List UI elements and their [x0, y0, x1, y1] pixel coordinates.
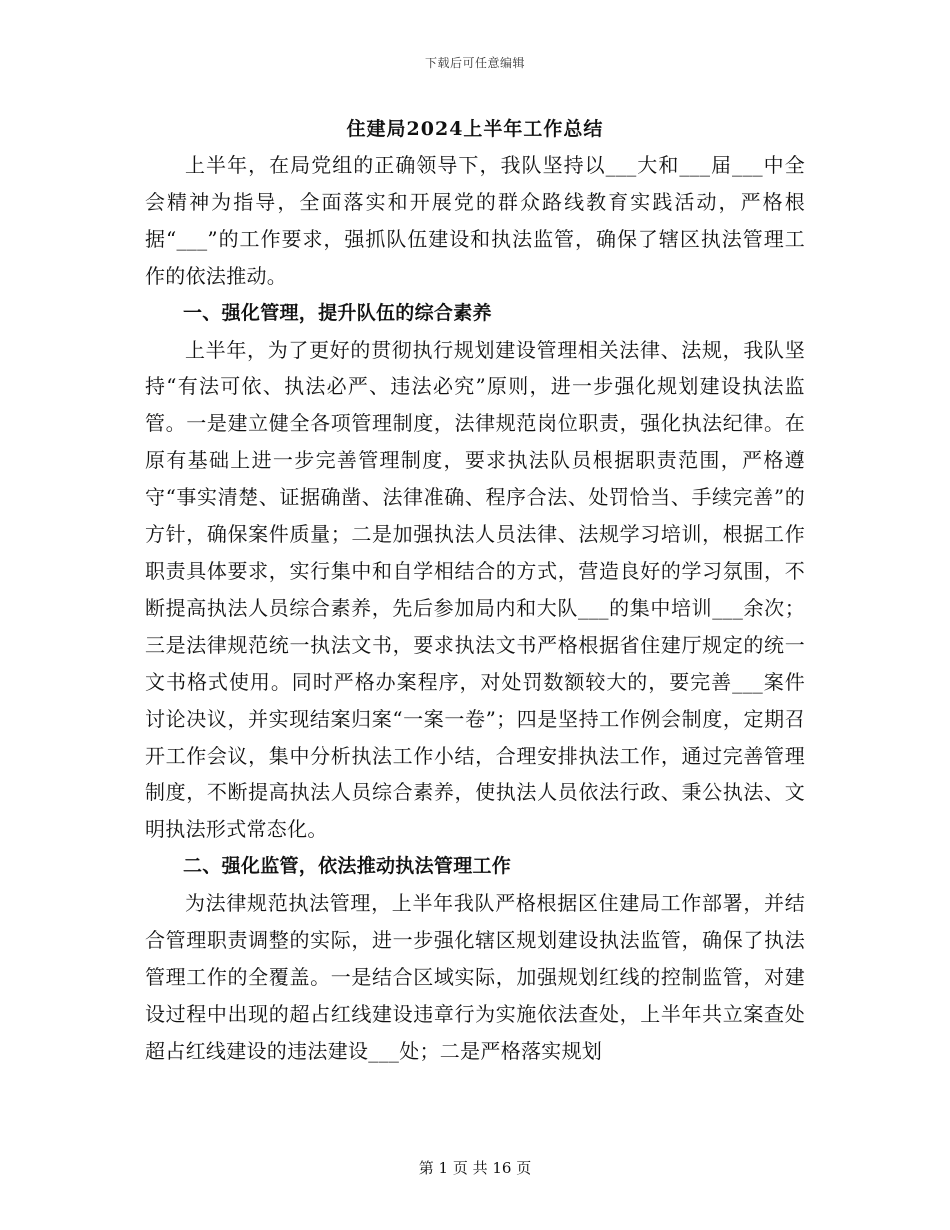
- page-number-footer: 第 1 页 共 16 页: [418, 1159, 532, 1177]
- document-body: [145, 147, 805, 1070]
- header-note: 下载后可任意编辑: [424, 56, 525, 70]
- intro-paragraph: 上半年，在局党组的正确领导下，我队坚持以___大和___届___中全会精神为指导，全面落实和开展党的群众路线教育实践活动，严格根据“___”的工作要求，强抓队伍建设和执法监管，确保了辖区执法管理工作的依法推动。: [145, 153, 805, 288]
- section-2-paragraph: 为法律规范执法管理，上半年我队严格根据区住建局工作部署，并结合管理职责调整的实际，进一步强化辖区规划建设执法监管，确保了执法管理工作的全覆盖。一是结合区域实际，加强规划红线的控制监管，对建设过程中出现的超占红线建设违章行为实施依法查处，上半年共立案查处超占红线建设的违法建设___处；二是严格落实规划: [145, 891, 805, 1063]
- document-title: 住建局2024上半年工作总结: [346, 118, 604, 140]
- section-heading-1: 一、强化管理，提升队伍的综合素养: [183, 301, 492, 324]
- section-1-paragraph: 上半年，为了更好的贯彻执行规划建设管理相关法律、法规，我队坚持“有法可依、执法必严、违法必究”原则，进一步强化规划建设执法监管。一是建立健全各项管理制度，法律规范岗位职责，强化执法纪律。在原有基础上进一步完善管理制度，要求执法队员根据职责范围，严格遵守“事实清楚、证据确凿、法律准确、程序合法、处罚恰当、手续完善”的方针，确保案件质量；二是加强执法人员法律、法规学习培训，根据工作职责具体要求，实行集中和自学相结合的方式，营造良好的学习氛围，不断提高执法人员综合素养，先后参加局内和大队___的集中培训___余次；三是法律规范统一执法文书，要求执法文书严格根据省住建厅规定的统一文书格式使用。同时严格办案程序，对处罚数额较大的，要完善___案件讨论决议，并实现结案归案“一案一卷”；四是坚持工作例会制度，定期召开工作会议，集中分析执法工作小结，合理安排执法工作，通过完善管理制度，不断提高执法人员综合素养，使执法人员依法行政、秉公执法、文明执法形式常态化。: [145, 337, 805, 842]
- section-heading-2: 二、强化监管，依法推动执法管理工作: [183, 855, 512, 878]
